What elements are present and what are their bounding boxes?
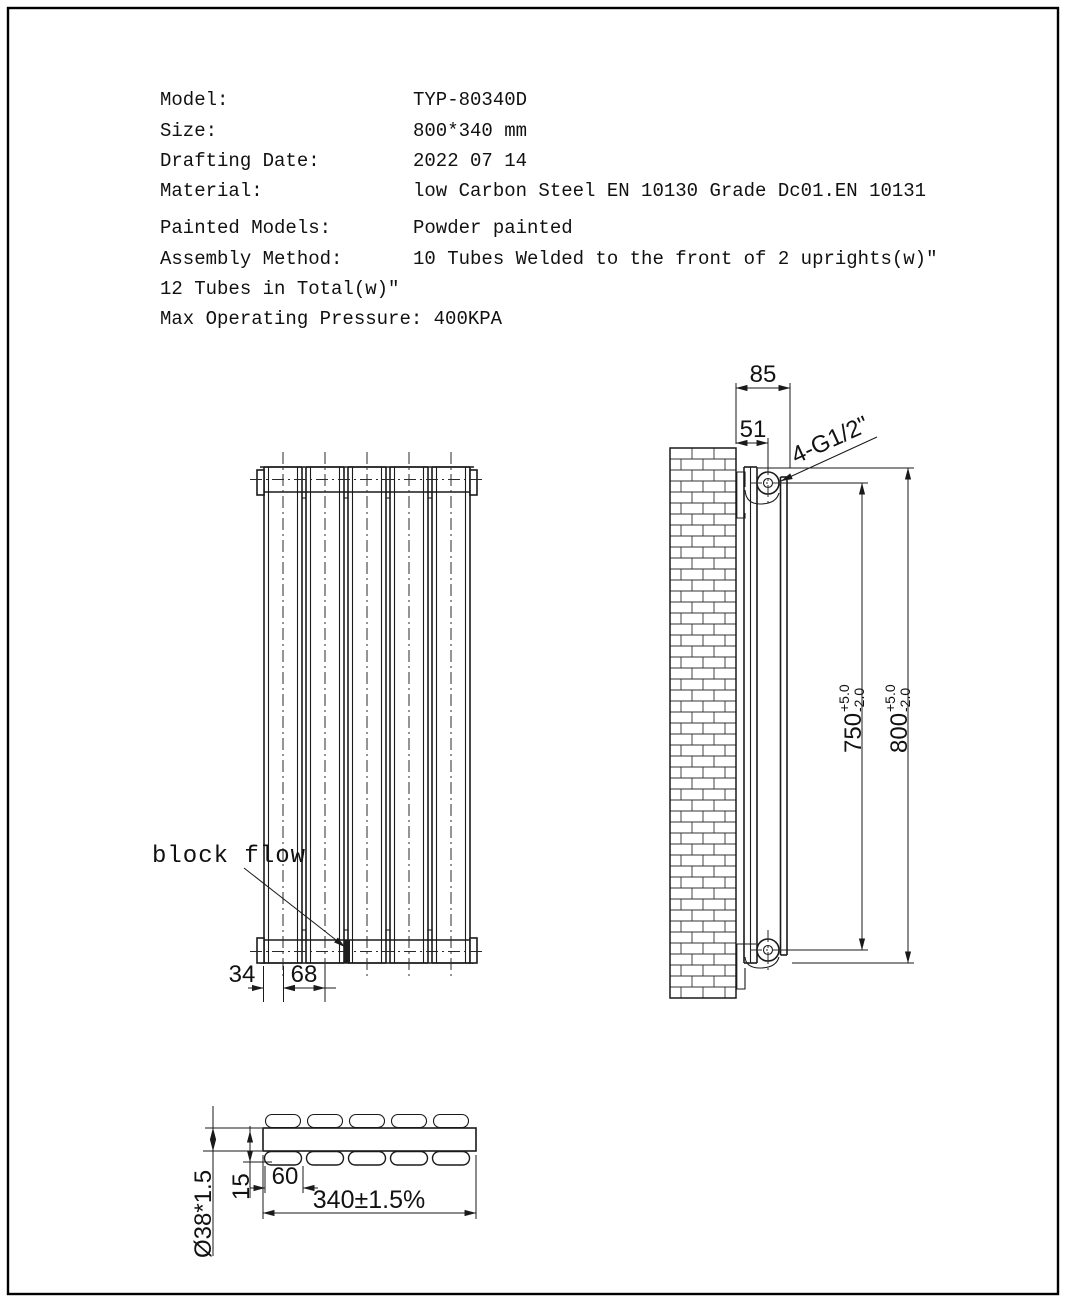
dim-34-68 [229,961,336,1002]
header-section [263,1128,476,1151]
dim-750 [781,483,868,950]
bottom-section-view [263,1115,476,1166]
block-flow-callout [152,843,345,947]
dim-header-tube-text: Ø38*1.5 [190,1169,217,1258]
tube-section-front [433,1152,470,1166]
tube-section-back [308,1115,343,1128]
radiator-tube [306,452,344,978]
dim-85 [736,361,790,468]
spec-value-material: low Carbon Steel EN 10130 Grade Dc01.EN 10131 [413,180,927,202]
dim-750-text: 750 [840,712,867,753]
spec-value-model: TYP-80340D [413,89,528,111]
spec-label-assembly: Assembly Method: [160,248,343,270]
tube-section-back [266,1115,301,1128]
dim-750-tol-minus: -2.0 [851,687,867,712]
fitting-callout [781,411,877,481]
dim-340-text: 340±1.5% [312,1186,426,1214]
dim-60 [250,1163,318,1193]
radiator-tube [348,452,386,978]
dim-34-text: 34 [228,961,256,988]
tube-section-front [307,1152,344,1166]
dim-800 [758,468,914,963]
dim-68-text: 68 [290,961,318,988]
block-flow-leader [244,868,345,947]
spec-value-drafting-date: 2022 07 14 [413,150,528,172]
spec-label-material: Material: [160,180,263,202]
dim-15-text: 15 [228,1173,255,1200]
dim-750-tol-plus: +5.0 [836,684,852,712]
dim-51 [736,416,768,470]
tube-section-front [349,1152,386,1166]
radiator-tube [432,452,470,978]
dim-800-tol-minus: -2.0 [897,687,913,712]
front-tube [781,477,788,955]
tube-section-front [391,1152,428,1166]
spec-value-size: 800*340 mm [413,120,528,142]
dim-800-text: 800 [886,712,913,753]
spec-value-assembly: 10 Tubes Welded to the front of 2 uprights(w)" [413,248,938,270]
block-flow-label: block flow [152,843,307,870]
fitting-label: 4-G1/2" [787,410,874,470]
back-tube [744,467,757,963]
front-view [250,452,484,978]
dim-60-text: 60 [271,1163,299,1190]
spec-block [160,89,938,330]
radiator-tube [390,452,428,978]
tube-section-back [350,1115,385,1128]
wall-section [670,448,736,998]
spec-label-drafting-date: Drafting Date: [160,150,320,172]
spec-label-size: Size: [160,120,218,142]
block-flow-plug [344,940,351,963]
dim-85-text: 85 [749,361,777,388]
note-max-pressure: Max Operating Pressure: 400KPA [160,308,503,330]
spec-label-model: Model: [160,89,229,111]
dim-51-text: 51 [739,416,767,443]
note-tubes-total: 12 Tubes in Total(w)" [160,278,400,300]
dim-800-tol-plus: +5.0 [882,684,898,712]
tube-section-back [434,1115,469,1128]
side-view [670,448,787,998]
spec-label-painted: Painted Models: [160,217,332,239]
spec-value-painted: Powder painted [413,217,573,239]
tube-section-back [392,1115,427,1128]
